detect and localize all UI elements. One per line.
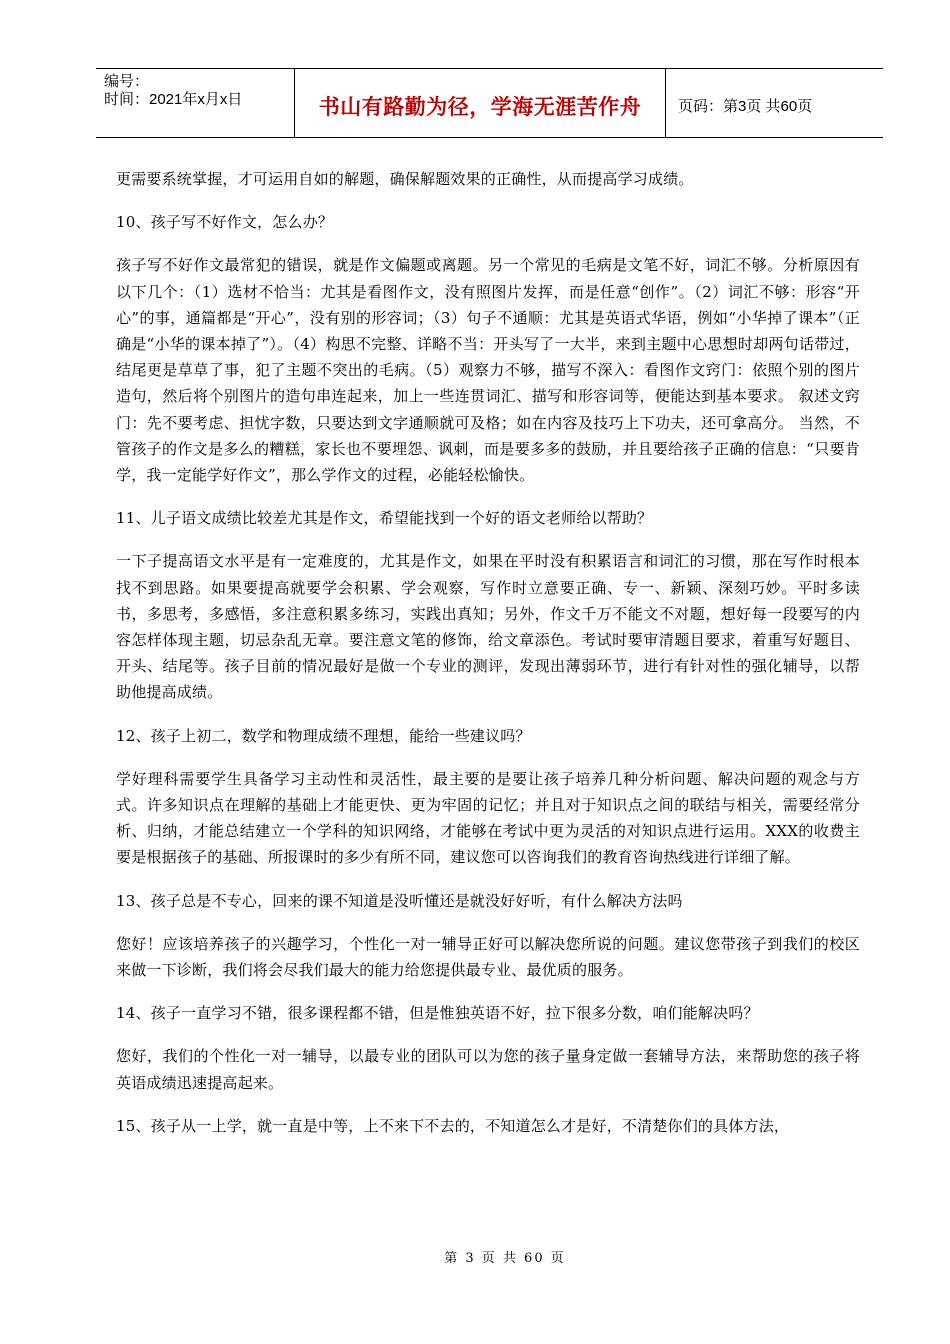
document-number-label: 编号： bbox=[104, 73, 150, 90]
question-heading: 11、儿子语文成绩比较差尤其是作文，希望能找到一个好的语文老师给以帮助？ bbox=[116, 509, 653, 528]
page-header bbox=[96, 68, 883, 138]
document-time-label: 时间：2021年x月x日 bbox=[104, 91, 243, 108]
header-motto: 书山有路勤为径，学海无涯苦作舟 bbox=[318, 95, 642, 119]
question-heading: 13、孩子总是不专心，回来的课不知道是没听懂还是就没好好听，有什么解决方法吗 bbox=[116, 891, 683, 910]
body-paragraph: 更需要系统掌握，才可运用自如的解题，确保解题效果的正确性，从而提高学习成绩。 bbox=[116, 170, 694, 188]
header-motto-cell bbox=[295, 69, 666, 137]
question-heading: 10、孩子写不好作文，怎么办？ bbox=[116, 213, 334, 232]
answer-paragraph: 您好，我们的个性化一对一辅导，以最专业的团队可以为您的孩子量身定做一套辅导方法，来帮助您的孩子将英语成绩迅速提高起来。 bbox=[116, 1047, 860, 1092]
answer-paragraph: 一下子提高语文水平是有一定难度的，尤其是作文，如果在平时没有积累语言和词汇的习惯，那在写作时根本找不到思路。如果要提高就要学会积累、学会观察，写作时立意要正确、专一、新颖、深刻巧妙。平时多读书，多思考，多感悟，多注意积累多练习，实践出真知；另外，作文千万不能文不对题，想好每一段要写的内容怎样体现主题，切忌杂乱无章。要注意文笔的修饰，给文章添色。考试时要审清题目要求，着重写好题目、开头、结尾等。孩子目前的情况最好是做一个专业的测评，发现出薄弱环节，进行有针对性的强化辅导，以帮助他提高成绩。 bbox=[116, 552, 860, 702]
question-heading: 14、孩子一直学习不错，很多课程都不错，但是惟独英语不好，拉下很多分数，咱们能解决吗？ bbox=[116, 1004, 759, 1023]
header-page-cell bbox=[666, 69, 883, 137]
page-footer: 第 3 页 共 60 页 bbox=[444, 1251, 566, 1266]
answer-paragraph: 您好！应该培养孩子的兴趣学习，个性化一对一辅导正好可以解决您所说的问题。建议您带孩子到我们的校区来做一下诊断，我们将会尽我们最大的能力给您提供最专业、最优质的服务。 bbox=[116, 934, 860, 980]
question-heading: 12、孩子上初二，数学和物理成绩不理想，能给一些建议吗？ bbox=[116, 726, 531, 745]
header-page-label: 页码：第3页 共60页 bbox=[678, 98, 813, 115]
header-info-cell bbox=[96, 69, 295, 137]
document-body bbox=[116, 166, 860, 1139]
answer-paragraph: 孩子写不好作文最常犯的错误，就是作文偏题或离题。另一个常见的毛病是文笔不好，词汇不够。分析原因有以下几个：（1）选材不恰当：尤其是看图作文，没有照图片发挥，而是任意“创作”。（2）词汇不够：形容“开心”的事，通篇都是“开心”，没有别的形容词；（3）句子不通顺：尤其是英语式华语，例如“小华掉了课本”（正确是“小华的课本掉了”）。（4）构思不完整、详略不当：开头写了一大半，来到主题中心思想时却两句话带过，结尾更是草草了事，犯了主题不突出的毛病。（5）观察力不够，描写不深入：看图作文窍门：依照个别的图片造句，然后将个别图片的造句串连起来，加上一些连贯词汇、描写和形容词等，便能达到基本要求。 叙述文窍门：先不要考虑、担忧字数，只要达到文字通顺就可及格；如在内容及技巧上下功夫，还可拿高分。 当然，不管孩子的作文是多么的糟糕，家长也不要埋怨、讽刺，而是要多多的鼓励，并且要给孩子正确的信息：“只要肯学，我一定能学好作文”，那么学作文的过程，必能轻松愉快。 bbox=[116, 256, 860, 485]
answer-paragraph: 学好理科需要学生具备学习主动性和灵活性，最主要的是要让孩子培养几种分析问题、解决问题的观念与方式。许多知识点在理解的基础上才能更快、更为牢固的记忆；并且对于知识点之间的联结与相关，需要经常分析、归纳，才能总结建立一个学科的知识网络，才能够在考试中更为灵活的对知识点进行运用。XXX的收费主要是根据孩子的基础、所报课时的多少有所不同，建议您可以咨询我们的教育咨询热线进行详细了解。 bbox=[116, 769, 860, 867]
question-heading: 15、孩子从一上学，就一直是中等，上不来下不去的，不知道怎么才是好，不清楚你们的具体方法， bbox=[116, 1116, 790, 1135]
